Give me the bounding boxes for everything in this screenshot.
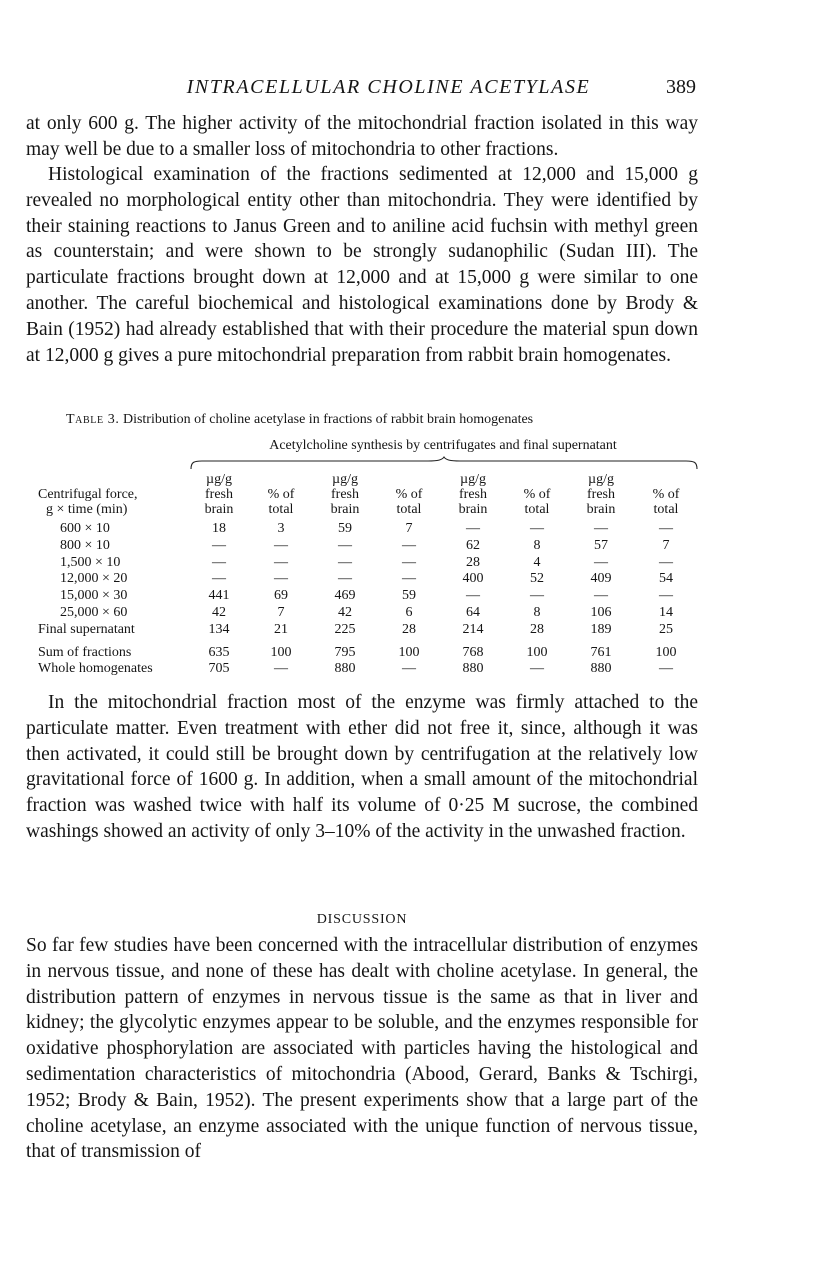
table-row — [38, 555, 698, 572]
paragraph-discussion: So far few studies have been concerned with the intracellular distribution of enzymes in nervous tissue, and none of these has dealt with choline acetylase. In general, the distribution pattern of enzymes in nervous tissue is the same as that in liver and kidney; the glycolytic enzymes appear to be soluble, and the enzymes responsible for oxidative phosphorylation are associated with particles having the histological and sedimentation characteristics of mitochondria (Abood, Gerard, Banks & Tschirgi, 1952; Brody & Bain, 1952). The present experiments show that a large part of the choline acetylase, an enzyme associated with the unique function of nervous tissue, that of transmission of — [26, 935, 698, 1163]
table-cell: 106 — [590, 604, 612, 620]
table-cell: — — [338, 537, 352, 553]
table-group-brace — [190, 456, 698, 470]
page-number: 389 — [666, 76, 696, 98]
column-header-line: µg/g — [588, 472, 614, 487]
column-header-line: total — [524, 502, 550, 517]
row-header-line: Centrifugal force, — [38, 487, 138, 502]
row-label: 15,000 × 30 — [60, 588, 128, 604]
column-header — [378, 472, 440, 521]
table-caption-text: Distribution of choline acetylase in fractions of rabbit brain homogenates — [122, 412, 534, 427]
column-header — [506, 472, 568, 521]
table-caption — [66, 412, 706, 428]
table-cell: 25 — [659, 621, 673, 637]
table-cell: 62 — [466, 537, 480, 553]
table-cell: 28 — [530, 621, 544, 637]
column-header — [312, 472, 378, 521]
column-header-line: µg/g — [206, 472, 232, 487]
row-label: 800 × 10 — [60, 537, 110, 553]
table-cell: 880 — [590, 661, 612, 677]
column-header-line: fresh — [331, 487, 359, 502]
column-header-line: brain — [330, 502, 360, 517]
table-row — [38, 605, 698, 622]
table-cell: 64 — [466, 604, 480, 620]
table-cell: 28 — [402, 621, 416, 637]
table-cell: — — [212, 537, 226, 553]
table-cell: — — [338, 554, 352, 570]
table-cell: — — [466, 521, 480, 536]
column-header-line: total — [653, 502, 679, 517]
table-cell: 880 — [334, 661, 356, 677]
table-cell: 4 — [533, 554, 541, 570]
row-label: Final supernatant — [38, 621, 135, 637]
column-header-line — [506, 472, 568, 487]
table-cell: 6 — [405, 604, 413, 620]
table-row — [38, 571, 698, 588]
page-header — [141, 76, 696, 102]
paragraph-histology: Histological examination of the fractions sedimented at 12,000 and 15,000 g revealed no morphological entity other than mitochondria. They were identified by their staining reactions to Janus Green and to aniline acid fuchsin with methyl green as counterstain; and were shown to be strongly sudanophilic (Sudan III). The particulate fractions brought down at 12,000 and at 15,000 g were similar to one another. The careful biochemical and histological examinations done by Brody & Bain (1952) had already established that with their procedure the material spun down at 12,000 g gives a pure mitochondrial preparation from rabbit brain homogenates. — [26, 164, 698, 366]
table-cell: 28 — [466, 554, 480, 570]
table-row — [38, 661, 698, 678]
table-cell: 441 — [208, 588, 230, 604]
table-cell: — — [212, 571, 226, 587]
table-cell: 7 — [662, 537, 670, 553]
table-cell: 8 — [533, 604, 541, 620]
table-cell: 100 — [526, 644, 548, 660]
paragraph-mitochondrial-fraction: In the mitochondrial fraction most of the enzyme was firmly attached to the particulate matter. Even treatment with ether did not free it, since, although it was then activated, it could still be brought down by centrifugation at the relatively low gravitational force of 1600 g. In addition, when a small amount of the mitochondrial fraction was washed twice with half its volume of 0·25 M sucrose, the combined washings showed an activity of only 3–10% of the activity in the unwashed fraction. — [26, 692, 698, 842]
table-row — [38, 538, 698, 555]
table-cell: 57 — [594, 537, 608, 553]
column-header-line: % of — [267, 487, 295, 502]
table-cell: 761 — [590, 644, 612, 660]
column-header-line: total — [268, 502, 294, 517]
row-label: 12,000 × 20 — [60, 571, 128, 587]
table-cell: 69 — [274, 588, 288, 604]
table-cell: 768 — [462, 644, 484, 660]
table-cell: 54 — [659, 571, 673, 587]
row-header-cell — [38, 472, 188, 521]
table-cell: 52 — [530, 571, 544, 587]
table-cell: — — [659, 661, 673, 677]
row-label: Whole homogenates — [38, 661, 153, 677]
table-cell: 3 — [277, 521, 285, 536]
column-header-line: fresh — [459, 487, 487, 502]
column-header-line: total — [396, 502, 422, 517]
paragraph-continued: at only 600 g. The higher activity of the mitochondrial fraction isolated in this way may well be due to a smaller loss of mitochondria to other fractions. — [26, 113, 698, 160]
table-cell: 400 — [462, 571, 484, 587]
row-label: 600 × 10 — [60, 521, 110, 536]
table-cell: 795 — [334, 644, 356, 660]
column-header-line: brain — [458, 502, 488, 517]
table-cell: — — [402, 537, 416, 553]
table-cell: — — [530, 521, 544, 536]
column-header-line: µg/g — [332, 472, 358, 487]
running-title: INTRACELLULAR CHOLINE ACETYLASE — [186, 76, 591, 98]
table-cell: 100 — [270, 644, 292, 660]
section-heading-discussion: DISCUSSION — [316, 912, 408, 927]
row-label: 25,000 × 60 — [60, 604, 128, 620]
column-header-line — [378, 472, 440, 487]
table-cell: 225 — [334, 621, 356, 637]
table-cell: — — [530, 661, 544, 677]
table-cell: 59 — [338, 521, 352, 536]
table-cell: — — [594, 554, 608, 570]
table-cell: 7 — [277, 604, 285, 620]
table-cell: — — [274, 554, 288, 570]
table-cell: 189 — [590, 621, 612, 637]
table-cell: — — [402, 571, 416, 587]
table-body — [38, 521, 698, 678]
table-cell: — — [402, 661, 416, 677]
table-cell: — — [212, 554, 226, 570]
column-header-line: brain — [586, 502, 616, 517]
column-header-line: brain — [204, 502, 234, 517]
column-header-line: % of — [652, 487, 680, 502]
table-row — [38, 639, 698, 662]
row-label: Sum of fractions — [38, 644, 132, 660]
table-row — [38, 588, 698, 605]
table-cell: 42 — [338, 604, 352, 620]
table-row — [38, 622, 698, 639]
column-header — [188, 472, 250, 521]
table-cell: 134 — [208, 621, 230, 637]
column-header — [440, 472, 506, 521]
table-cell: — — [274, 537, 288, 553]
table-cell: 469 — [334, 588, 356, 604]
table-cell: — — [530, 588, 544, 604]
table-cell: — — [274, 661, 288, 677]
table-caption-label: Table 3. — [66, 412, 120, 427]
table-cell: 214 — [462, 621, 484, 637]
column-header-line — [250, 472, 312, 487]
table-cell: 21 — [274, 621, 288, 637]
table-cell: — — [659, 554, 673, 570]
table-cell: 100 — [655, 644, 677, 660]
table-header-row — [38, 472, 698, 521]
table-cell: 42 — [212, 604, 226, 620]
row-label: 1,500 × 10 — [60, 554, 121, 570]
table-cell: 409 — [590, 571, 612, 587]
table-cell: 705 — [208, 661, 230, 677]
table-cell: 880 — [462, 661, 484, 677]
table-cell: — — [402, 554, 416, 570]
table-cell: — — [659, 588, 673, 604]
column-header-line: % of — [395, 487, 423, 502]
table-row — [38, 521, 698, 538]
column-header — [634, 472, 698, 521]
column-header-line: fresh — [205, 487, 233, 502]
column-header-line: fresh — [587, 487, 615, 502]
table-cell: 100 — [398, 644, 420, 660]
data-table — [38, 472, 698, 678]
table-cell: 635 — [208, 644, 230, 660]
column-header — [568, 472, 634, 521]
column-header-line: % of — [523, 487, 551, 502]
table-head — [38, 472, 698, 521]
table-cell: — — [466, 588, 480, 604]
column-header — [250, 472, 312, 521]
table-cell: 8 — [533, 537, 541, 553]
table-cell: — — [338, 571, 352, 587]
column-header-line — [634, 472, 698, 487]
table-cell: 14 — [659, 604, 673, 620]
column-header-line: µg/g — [460, 472, 486, 487]
table-cell: — — [594, 588, 608, 604]
table-cell: — — [594, 521, 608, 536]
table-cell: — — [659, 521, 673, 536]
table-group-header: Acetylcholine synthesis by centrifugates and final supernatant — [269, 438, 617, 453]
table-cell: 7 — [405, 521, 413, 536]
table-cell: 18 — [212, 521, 226, 536]
row-header-line: g × time (min) — [46, 502, 128, 517]
table-cell: — — [274, 571, 288, 587]
table-cell: 59 — [402, 588, 416, 604]
